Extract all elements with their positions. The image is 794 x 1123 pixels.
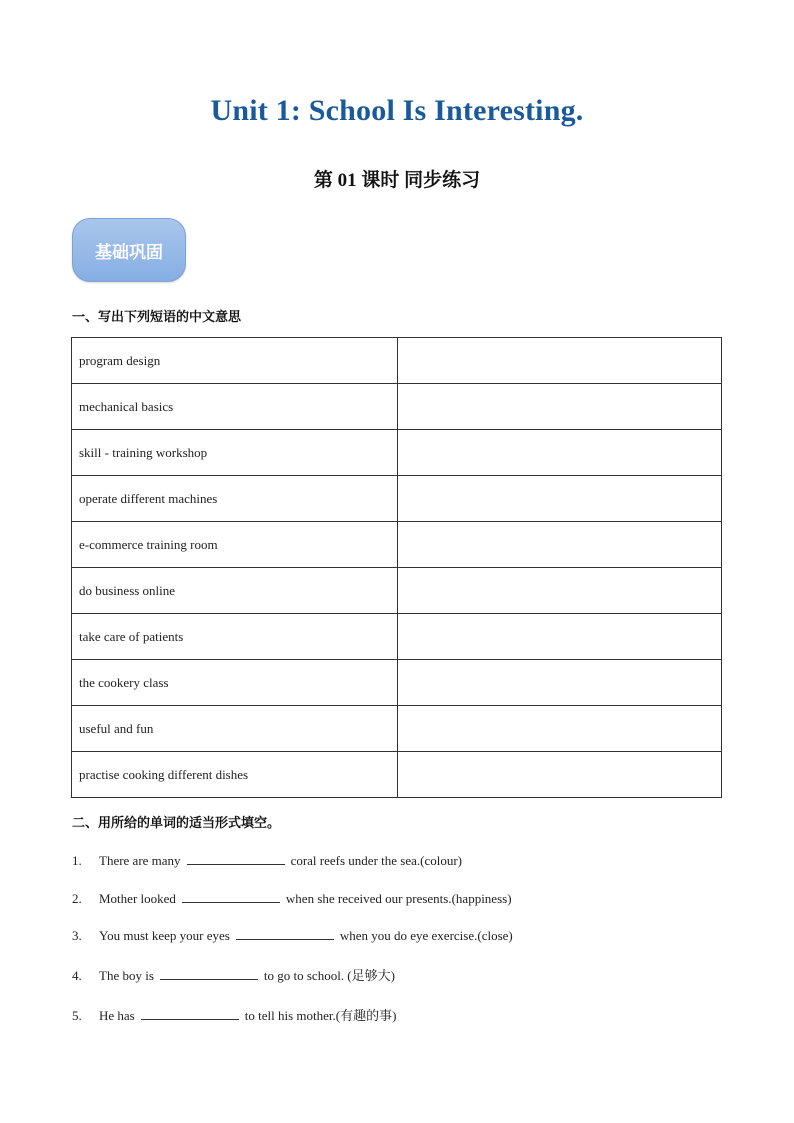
question-text-after: when you do eye exercise.(close) xyxy=(339,928,513,943)
phrase-cell: operate different machines xyxy=(72,476,398,522)
phrase-cell: do business online xyxy=(72,568,398,614)
table-row xyxy=(72,614,722,660)
answer-cell[interactable] xyxy=(398,706,722,752)
answer-cell[interactable] xyxy=(398,430,722,476)
question-text-after: to tell his mother.(有趣的事) xyxy=(244,1008,397,1023)
phrase-cell: e-commerce training room xyxy=(72,522,398,568)
answer-cell[interactable] xyxy=(398,476,722,522)
phrase-cell: useful and fun xyxy=(72,706,398,752)
table-row xyxy=(72,384,722,430)
question-text-after: to go to school. (足够大) xyxy=(263,968,395,983)
question-text-before: The boy is xyxy=(99,968,154,983)
question-2 xyxy=(72,890,512,907)
table-row xyxy=(72,660,722,706)
table-row xyxy=(72,476,722,522)
answer-blank[interactable] xyxy=(236,927,334,940)
question-text-before: Mother looked xyxy=(99,891,176,906)
question-number: 5. xyxy=(72,1008,82,1023)
table-row xyxy=(72,430,722,476)
lesson-subtitle: 第 01 课时 同步练习 xyxy=(313,170,481,191)
table-row xyxy=(72,706,722,752)
question-number: 4. xyxy=(72,968,82,983)
question-4 xyxy=(72,965,395,984)
phrase-cell: skill - training workshop xyxy=(72,430,398,476)
answer-cell[interactable] xyxy=(398,522,722,568)
phrase-cell: program design xyxy=(72,338,398,384)
table-row xyxy=(72,752,722,798)
table-row xyxy=(72,568,722,614)
question-1 xyxy=(72,852,462,869)
vocab-table xyxy=(71,337,722,798)
question-number: 3. xyxy=(72,928,82,943)
question-5 xyxy=(72,1005,396,1024)
answer-cell[interactable] xyxy=(398,338,722,384)
answer-cell[interactable] xyxy=(398,660,722,706)
page-title: Unit 1: School Is Interesting. xyxy=(210,94,584,127)
table-row xyxy=(72,522,722,568)
question-text-after: coral reefs under the sea.(colour) xyxy=(290,853,462,868)
answer-blank[interactable] xyxy=(187,852,285,865)
question-text-before: He has xyxy=(99,1008,135,1023)
section2-heading: 二、用所给的单词的适当形式填空。 xyxy=(72,816,281,831)
answer-cell[interactable] xyxy=(398,614,722,660)
answer-cell[interactable] xyxy=(398,384,722,430)
answer-blank[interactable] xyxy=(160,967,258,980)
question-text-after: when she received our presents.(happiness) xyxy=(285,891,512,906)
section1-heading: 一、写出下列短语的中文意思 xyxy=(72,310,242,325)
phrase-cell: practise cooking different dishes xyxy=(72,752,398,798)
question-text-before: There are many xyxy=(99,853,181,868)
question-3 xyxy=(72,927,513,944)
phrase-cell: take care of patients xyxy=(72,614,398,660)
answer-cell[interactable] xyxy=(398,752,722,798)
section-badge: 基础巩固 xyxy=(72,218,186,282)
phrase-cell: mechanical basics xyxy=(72,384,398,430)
answer-cell[interactable] xyxy=(398,568,722,614)
question-text-before: You must keep your eyes xyxy=(99,928,230,943)
table-row xyxy=(72,338,722,384)
question-number: 1. xyxy=(72,853,82,868)
question-number: 2. xyxy=(72,891,82,906)
answer-blank[interactable] xyxy=(141,1007,239,1020)
phrase-cell: the cookery class xyxy=(72,660,398,706)
answer-blank[interactable] xyxy=(182,890,280,903)
